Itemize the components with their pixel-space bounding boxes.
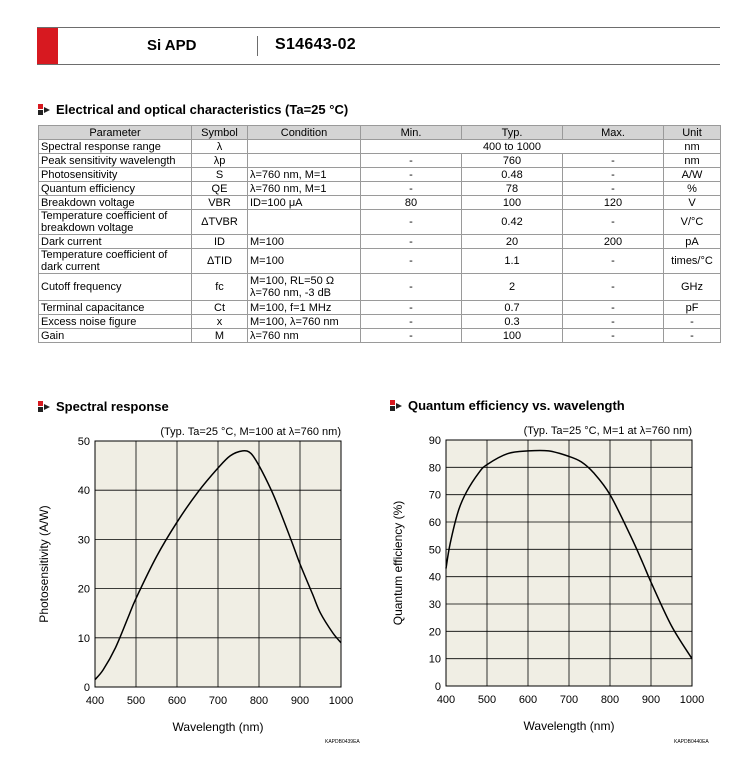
cell-max: -	[563, 249, 664, 274]
x-tick-label: 400	[436, 694, 456, 706]
cell-parameter: Peak sensitivity wavelength	[39, 154, 192, 168]
section-bullet-icon	[390, 400, 404, 411]
cell-symbol: M	[192, 329, 248, 343]
cell-symbol: ΔTID	[192, 249, 248, 274]
cell-typ: 0.3	[462, 315, 563, 329]
cell-unit: pA	[664, 235, 721, 249]
table-row	[39, 274, 721, 301]
cell-symbol: ΔTVBR	[192, 210, 248, 235]
product-line: Si APD	[147, 37, 197, 54]
cell-unit: %	[664, 182, 721, 196]
table-header-row	[39, 126, 721, 140]
y-tick-label: 50	[428, 544, 441, 557]
header-bottom-rule	[37, 64, 720, 65]
y-tick-label: 30	[428, 599, 441, 611]
col-header-max: Max.	[563, 126, 664, 140]
x-tick-label: 800	[600, 694, 620, 706]
cell-min: -	[361, 235, 462, 249]
x-tick-label: 600	[167, 695, 187, 707]
y-tick-label: 20	[428, 626, 441, 639]
section-heading-characteristics	[38, 102, 348, 117]
cell-typ: 0.48	[462, 168, 563, 182]
cell-parameter: Temperature coefficient of dark current	[39, 249, 192, 274]
cell-unit: GHz	[664, 274, 721, 301]
cell-symbol: λ	[192, 140, 248, 154]
cell-parameter: Gain	[39, 329, 192, 343]
cell-parameter: Spectral response range	[39, 140, 192, 154]
cell-condition: λ=760 nm, M=1	[248, 182, 361, 196]
cell-min: 80	[361, 196, 462, 210]
cell-max: 120	[563, 196, 664, 210]
cell-symbol: S	[192, 168, 248, 182]
cell-unit: -	[664, 315, 721, 329]
cell-parameter: Excess noise figure	[39, 315, 192, 329]
cell-symbol: λp	[192, 154, 248, 168]
chart2-heading	[390, 398, 625, 413]
col-header-min: Min.	[361, 126, 462, 140]
y-tick-label: 30	[77, 534, 90, 547]
table-row	[39, 196, 721, 210]
cell-symbol: QE	[192, 182, 248, 196]
cell-min: -	[361, 182, 462, 196]
cell-typ: 2	[462, 274, 563, 301]
cell-typ: 400 to 1000	[361, 140, 664, 154]
cell-max: -	[563, 168, 664, 182]
y-tick-label: 70	[428, 489, 441, 502]
x-tick-label: 900	[641, 694, 661, 706]
table-row	[39, 154, 721, 168]
header-separator	[257, 36, 258, 56]
cell-max: -	[563, 154, 664, 168]
x-axis-label: Wavelength (nm)	[172, 720, 264, 734]
cell-typ: 760	[462, 154, 563, 168]
section-bullet-icon	[38, 401, 52, 412]
cell-max: -	[563, 301, 664, 315]
section-title: Electrical and optical characteristics (Ta=25 °C)	[56, 102, 349, 117]
cell-condition: λ=760 nm, M=1	[248, 168, 361, 182]
y-tick-label: 50	[77, 436, 90, 448]
chart2-code: KAPDB0440EA	[674, 739, 709, 745]
cell-condition: M=100, f=1 MHz	[248, 301, 361, 315]
cell-unit: V	[664, 196, 721, 210]
cell-parameter: Breakdown voltage	[39, 196, 192, 210]
cell-min: -	[361, 154, 462, 168]
y-axis-label: Photosensitivity (A/W)	[37, 505, 51, 623]
cell-condition: M=100	[248, 249, 361, 274]
x-tick-label: 500	[126, 695, 146, 707]
x-tick-label: 900	[290, 695, 310, 707]
cell-unit: nm	[664, 140, 721, 154]
y-tick-label: 60	[428, 517, 441, 529]
cell-condition-line2: λ=760 nm, -3 dB	[250, 287, 332, 299]
cell-max: -	[563, 329, 664, 343]
cell-parameter: Photosensitivity	[39, 168, 192, 182]
cell-parameter: Terminal capacitance	[39, 301, 192, 315]
cell-symbol: ID	[192, 235, 248, 249]
col-header-condition: Condition	[248, 126, 361, 140]
y-axis-label: Quantum efficiency (%)	[391, 500, 405, 626]
cell-unit: nm	[664, 154, 721, 168]
chart-subtitle: (Typ. Ta=25 °C, M=100 at λ=760 nm)	[160, 426, 341, 438]
cell-condition	[248, 154, 361, 168]
x-tick-label: 700	[208, 695, 228, 707]
cell-unit: -	[664, 329, 721, 343]
y-tick-label: 0	[434, 681, 441, 693]
cell-max: 200	[563, 235, 664, 249]
spectral-response-chart	[0, 420, 376, 750]
model-number: S14643-02	[275, 36, 356, 53]
table-row	[39, 315, 721, 329]
cell-symbol: VBR	[192, 196, 248, 210]
cell-condition-line1: M=100, RL=50 Ω	[250, 275, 335, 287]
cell-min: -	[361, 168, 462, 182]
cell-condition: ID=100 μA	[248, 196, 361, 210]
cell-max: -	[563, 274, 664, 301]
chart2-title: Quantum efficiency vs. wavelength	[408, 398, 625, 413]
col-header-typ: Typ.	[462, 126, 563, 140]
cell-condition	[248, 140, 361, 154]
cell-parameter: Quantum efficiency	[39, 182, 192, 196]
cell-condition	[248, 210, 361, 235]
table-row	[39, 235, 721, 249]
cell-typ: 0.42	[462, 210, 563, 235]
table-row	[39, 140, 721, 154]
y-tick-label: 40	[77, 485, 90, 498]
table-row	[39, 182, 721, 196]
x-tick-label: 400	[85, 695, 105, 707]
x-tick-label: 700	[559, 694, 579, 706]
x-axis-label: Wavelength (nm)	[523, 719, 615, 733]
cell-unit: times/°C	[664, 249, 721, 274]
cell-condition	[248, 274, 361, 301]
cell-symbol: fc	[192, 274, 248, 301]
cell-min: -	[361, 301, 462, 315]
cell-unit: A/W	[664, 168, 721, 182]
table-row	[39, 329, 721, 343]
cell-typ: 100	[462, 196, 563, 210]
cell-typ: 0.7	[462, 301, 563, 315]
col-header-unit: Unit	[664, 126, 721, 140]
chart-subtitle: (Typ. Ta=25 °C, M=1 at λ=760 nm)	[523, 425, 692, 437]
chart1-title: Spectral response	[56, 399, 169, 414]
cell-max: -	[563, 315, 664, 329]
cell-symbol: x	[192, 315, 248, 329]
characteristics-table	[38, 125, 721, 343]
cell-min: -	[361, 315, 462, 329]
y-tick-label: 80	[428, 462, 441, 475]
x-tick-label: 800	[249, 695, 269, 707]
cell-symbol: Ct	[192, 301, 248, 315]
y-tick-label: 0	[83, 682, 90, 694]
cell-condition: M=100, λ=760 nm	[248, 315, 361, 329]
cell-typ: 100	[462, 329, 563, 343]
cell-condition: λ=760 nm	[248, 329, 361, 343]
section-bullet-icon	[38, 104, 52, 115]
cell-unit: pF	[664, 301, 721, 315]
y-tick-label: 10	[428, 653, 441, 666]
cell-min: -	[361, 210, 462, 235]
cell-max: -	[563, 210, 664, 235]
header-top-rule	[37, 27, 720, 28]
cell-typ: 78	[462, 182, 563, 196]
col-header-symbol: Symbol	[192, 126, 248, 140]
document-header	[37, 27, 720, 65]
quantum-efficiency-chart	[376, 420, 752, 750]
table-row	[39, 301, 721, 315]
cell-unit: V/°C	[664, 210, 721, 235]
chart1-code: KAPDB0439EA	[325, 739, 360, 745]
cell-max: -	[563, 182, 664, 196]
chart1-heading	[38, 399, 169, 414]
x-tick-label: 1000	[679, 694, 705, 706]
cell-typ: 20	[462, 235, 563, 249]
y-tick-label: 90	[428, 435, 441, 447]
cell-min: -	[361, 329, 462, 343]
cell-typ: 1.1	[462, 249, 563, 274]
table-row	[39, 168, 721, 182]
cell-condition: M=100	[248, 235, 361, 249]
x-tick-label: 1000	[328, 695, 354, 707]
table-row	[39, 210, 721, 235]
cell-parameter: Temperature coefficient of breakdown voltage	[39, 210, 192, 235]
col-header-parameter: Parameter	[39, 126, 192, 140]
cell-min: -	[361, 274, 462, 301]
table-row	[39, 249, 721, 274]
y-tick-label: 20	[77, 583, 90, 596]
y-tick-label: 10	[77, 632, 90, 645]
cell-min: -	[361, 249, 462, 274]
cell-parameter: Cutoff frequency	[39, 274, 192, 301]
header-red-tab	[37, 28, 58, 64]
y-tick-label: 40	[428, 571, 441, 584]
x-tick-label: 500	[477, 694, 497, 706]
x-tick-label: 600	[518, 694, 538, 706]
cell-parameter: Dark current	[39, 235, 192, 249]
